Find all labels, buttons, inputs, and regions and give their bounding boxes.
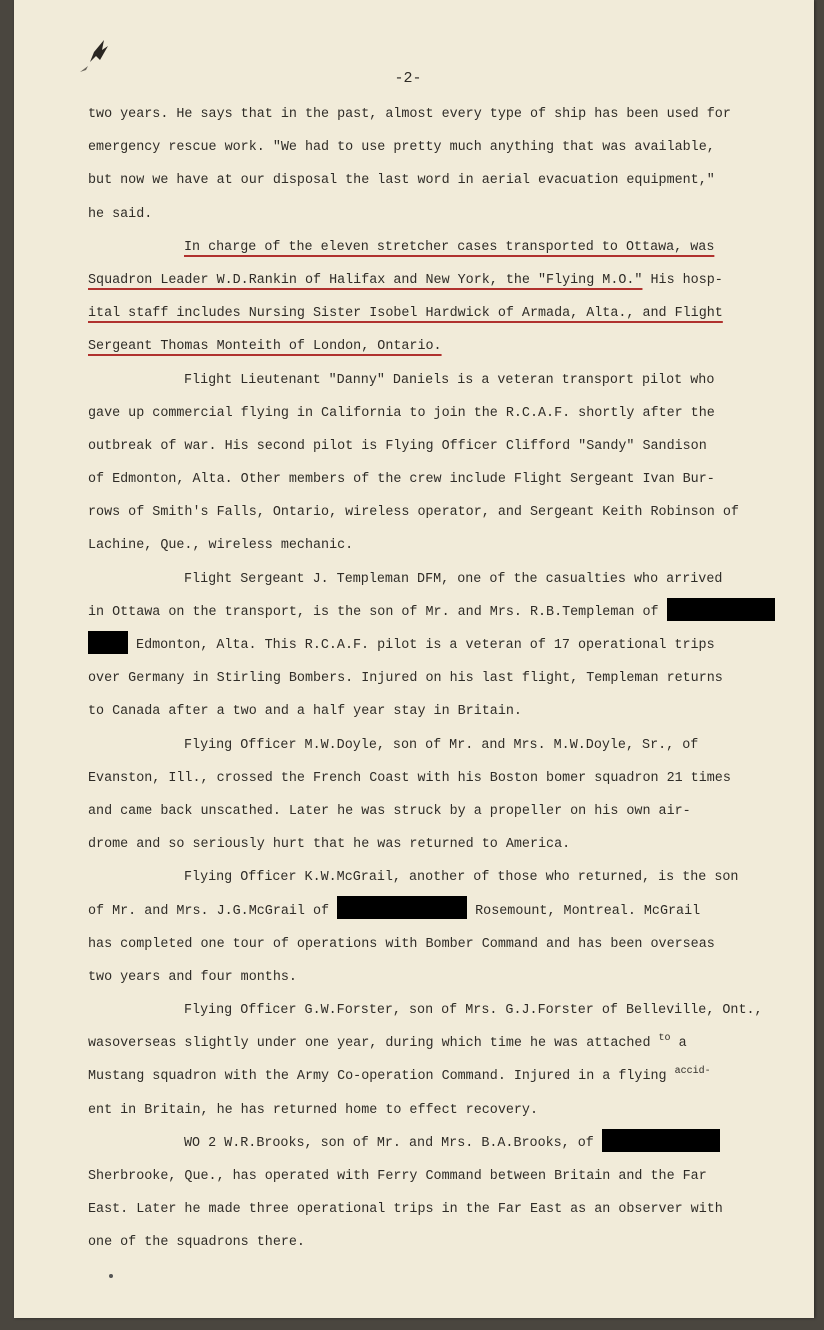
text-line: two years. He says that in the past, almost every type of ship has been used for	[88, 107, 731, 122]
text-line: outbreak of war. His second pilot is Flying Officer Clifford "Sandy" Sandison	[88, 438, 707, 454]
underlined-text: Sergeant Thomas Monteith of London, Ontario.	[88, 339, 442, 355]
text-line: Flight Lieutenant "Danny" Daniels is a veteran transport pilot who	[184, 372, 715, 388]
text-line: Mustang squadron with the Army Co-operation Command. Injured in a flying $^{accid-}$	[88, 1066, 711, 1085]
text-line: Lachine, Que., wireless mechanic.	[88, 538, 354, 554]
text-line: Flying Officer K.W.McGrail, another of those who returned, is the son	[184, 870, 739, 886]
text-line: of Edmonton, Alta. Other members of the crew include Flight Sergeant Ivan Bur-	[88, 472, 715, 488]
text-line: over Germany in Stirling Bombers. Injured on his last flight, Templeman returns	[88, 671, 723, 687]
paper-speck	[109, 1274, 113, 1278]
handwritten-insert: to	[658, 1033, 671, 1045]
text-line: Squadron Leader W.D.Rankin of Halifax and New York, the "Flying M.O." His hosp-	[88, 272, 723, 288]
text-line: two years and four months.	[88, 969, 297, 985]
text-line: in Ottawa on the transport, is the son of Mr. and Mrs. R.B.Templeman of	[88, 596, 778, 629]
text-line: East. Later he made three operational trips in the Far East as an observer with	[88, 1202, 723, 1218]
page-number: -2-	[394, 70, 422, 87]
handwritten-insert: accid-	[674, 1066, 711, 1078]
text-line: has completed one tour of operations with Bomber Command and has been overseas	[88, 936, 715, 952]
text-line: WO 2 W.R.Brooks, son of Mr. and Mrs. B.A.Brooks, of	[88, 1127, 778, 1160]
text-line: of Mr. and Mrs. J.G.McGrail of Rosemount, Montreal. McGrail	[88, 895, 778, 928]
text-line: to Canada after a two and a half year stay in Britain.	[88, 704, 522, 720]
text-line	[88, 330, 778, 363]
redaction-block	[602, 1129, 720, 1152]
text-line: drome and so seriously hurt that he was returned to America.	[88, 837, 571, 853]
text-line: rows of Smith's Falls, Ontario, wireless operator, and Sergeant Keith Robinson of	[88, 505, 739, 521]
text-line: Sherbrooke, Que., has operated with Ferry Command between Britain and the Far	[88, 1169, 707, 1184]
text-line: but now we have at our disposal the last word in aerial evacuation equipment,"	[88, 173, 715, 189]
text-line: Flying Officer G.W.Forster, son of Mrs. G.J.Forster of Belleville, Ont.,	[184, 1003, 763, 1019]
redaction-block	[88, 631, 128, 654]
document-body	[88, 98, 778, 1260]
text-line: gave up commercial flying in California to join the R.C.A.F. shortly after the	[88, 405, 715, 421]
underlined-text: In charge of the eleven stretcher cases transported to Ottawa, was	[184, 239, 715, 255]
text-line: one of the squadrons there.	[88, 1235, 305, 1251]
redaction-block	[337, 896, 467, 919]
redaction-block	[667, 598, 775, 621]
text-line: Flight Sergeant J. Templeman DFM, one of the casualties who arrived	[184, 571, 723, 587]
text-line: he said.	[88, 206, 153, 222]
text-line: and came back unscathed. Later he was struck by a propeller on his own air-	[88, 803, 691, 819]
document-page	[14, 0, 814, 1318]
text-line	[88, 231, 778, 264]
underlined-text: Squadron Leader W.D.Rankin of Halifax and New York, the "Flying M.O."	[88, 272, 643, 288]
text-line: Flying Officer M.W.Doyle, son of Mr. and Mrs. M.W.Doyle, Sr., of	[184, 737, 699, 753]
text-line: Evanston, Ill., crossed the French Coast with his Boston bomer squadron 21 times	[88, 770, 731, 786]
text-line	[88, 297, 778, 330]
text-line: emergency rescue work. "We had to use pretty much anything that was available,	[88, 140, 715, 156]
underlined-text: ital staff includes Nursing Sister Isobel Hardwick of Armada, Alta., and Flight	[88, 306, 723, 322]
text-line: Edmonton, Alta. This R.C.A.F. pilot is a veteran of 17 operational trips	[88, 629, 778, 662]
text-line: wasoverseas slightly under one year, during which time he was attached $^{to}$ a	[88, 1033, 687, 1052]
text-line: ent in Britain, he has returned home to effect recovery.	[88, 1102, 538, 1118]
